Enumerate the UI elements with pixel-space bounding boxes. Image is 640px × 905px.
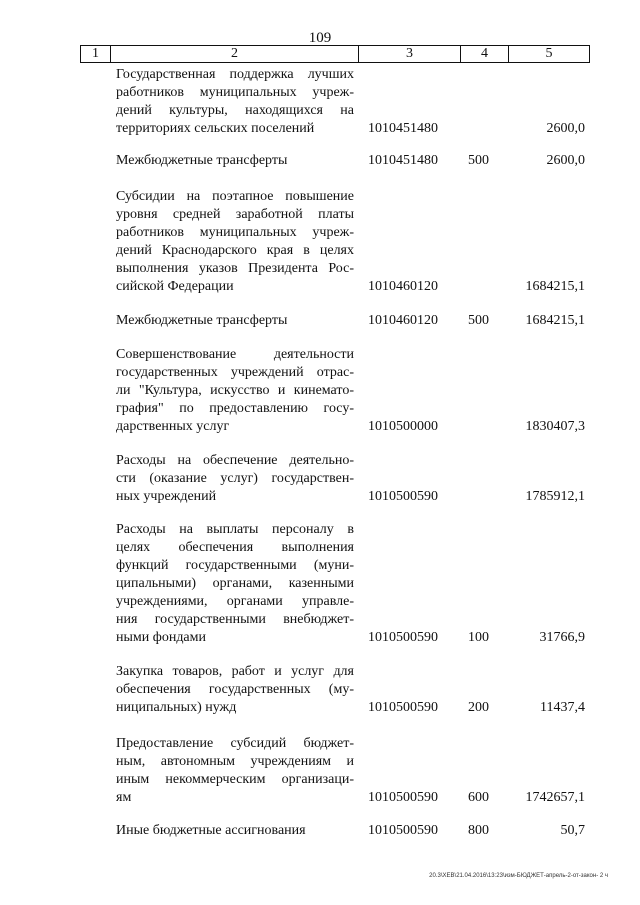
description-line: графия" по предоставлению госу- (116, 401, 354, 416)
row-description (116, 152, 354, 170)
column-header-row (80, 45, 590, 63)
row-expense-type: 600 (468, 790, 489, 805)
row-description (116, 822, 354, 840)
row-code: 1010500590 (368, 790, 438, 805)
description-line: работников муниципальных учреж- (116, 225, 354, 240)
row-expense-type: 100 (468, 630, 489, 645)
row-description (116, 66, 354, 138)
row-code: 1010500000 (368, 419, 438, 434)
row-description (116, 521, 354, 647)
description-line: Межбюджетные трансферты (116, 313, 288, 328)
row-amount: 1684215,1 (525, 279, 585, 294)
row-description (116, 452, 354, 506)
description-line: ниципальных) нужд (116, 700, 237, 715)
description-line: дений культуры, находящихся на (116, 103, 354, 118)
row-description (116, 346, 354, 436)
row-code: 1010500590 (368, 700, 438, 715)
description-line: сти (оказание услуг) государствен- (116, 471, 354, 486)
column-header-2: 2 (111, 46, 359, 62)
row-amount: 1684215,1 (525, 313, 585, 328)
page-number: 109 (308, 30, 332, 46)
description-line: государственных учреждений отрас- (116, 365, 354, 380)
row-code: 1010500590 (368, 630, 438, 645)
description-line: целях обеспечения выполнения (116, 540, 354, 555)
row-expense-type: 200 (468, 700, 489, 715)
description-line: ния государственными внебюджет- (116, 612, 354, 627)
row-code: 1010451480 (368, 121, 438, 136)
row-description (116, 188, 354, 296)
row-code: 1010500590 (368, 823, 438, 838)
description-line: выполнения указов Президента Рос- (116, 261, 354, 276)
description-line: Иные бюджетные ассигнования (116, 823, 306, 838)
description-line: иным некоммерческим организаци- (116, 772, 354, 787)
description-line: Межбюджетные трансферты (116, 153, 288, 168)
row-code: 1010460120 (368, 279, 438, 294)
column-header-4: 4 (461, 46, 509, 62)
row-amount: 50,7 (560, 823, 585, 838)
row-code: 1010460120 (368, 313, 438, 328)
row-amount: 2600,0 (546, 121, 585, 136)
description-line: ными фондами (116, 630, 207, 645)
description-line: ципальными) органами, казенными (116, 576, 354, 591)
row-amount: 11437,4 (540, 700, 585, 715)
description-line: ям (116, 790, 132, 805)
description-line: Субсидии на поэтапное повышение (116, 189, 354, 204)
row-code: 1010451480 (368, 153, 438, 168)
description-line: функций государственными (муни- (116, 558, 354, 573)
footer-file-path: 20.3\ХЕВ\21.04.2016\13:23\изм-БЮДЖЕТ-апрель-2-от-закон- 2 ч (429, 873, 608, 879)
description-line: дений Краснодарского края в целях (116, 243, 354, 258)
description-line: территориях сельских поселений (116, 121, 315, 136)
row-expense-type: 800 (468, 823, 489, 838)
column-header-5: 5 (545, 46, 553, 61)
row-description (116, 735, 354, 807)
description-line: учреждениями, органами управле- (116, 594, 354, 609)
description-line: сийской Федерации (116, 279, 234, 294)
row-amount: 1742657,1 (525, 790, 585, 805)
description-line: дарственных услуг (116, 419, 230, 434)
description-line: Государственная поддержка лучших (116, 67, 354, 82)
column-header-1: 1 (81, 46, 111, 62)
description-line: Расходы на обеспечение деятельно- (116, 453, 354, 468)
description-line: Предоставление субсидий бюджет- (116, 736, 354, 751)
row-description (116, 663, 354, 717)
description-line: ных учреждений (116, 489, 217, 504)
description-line: обеспечения государственных (му- (116, 682, 354, 697)
row-amount: 31766,9 (539, 630, 585, 645)
description-line: Расходы на выплаты персоналу в (116, 522, 354, 537)
column-header-3: 3 (359, 46, 461, 62)
row-amount: 1785912,1 (525, 489, 585, 504)
row-code: 1010500590 (368, 489, 438, 504)
description-line: работников муниципальных учреж- (116, 85, 354, 100)
row-expense-type: 500 (468, 153, 489, 168)
description-line: Совершенствование деятельности (116, 347, 354, 362)
description-line: уровня средней заработной платы (116, 207, 354, 222)
row-amount: 1830407,3 (525, 419, 585, 434)
description-line: ным, автономным учреждениям и (116, 754, 354, 769)
description-line: ли "Культура, искусство и кинемато- (116, 383, 354, 398)
row-description (116, 312, 354, 330)
row-amount: 2600,0 (546, 153, 585, 168)
row-expense-type: 500 (468, 313, 489, 328)
description-line: Закупка товаров, работ и услуг для (116, 664, 354, 679)
